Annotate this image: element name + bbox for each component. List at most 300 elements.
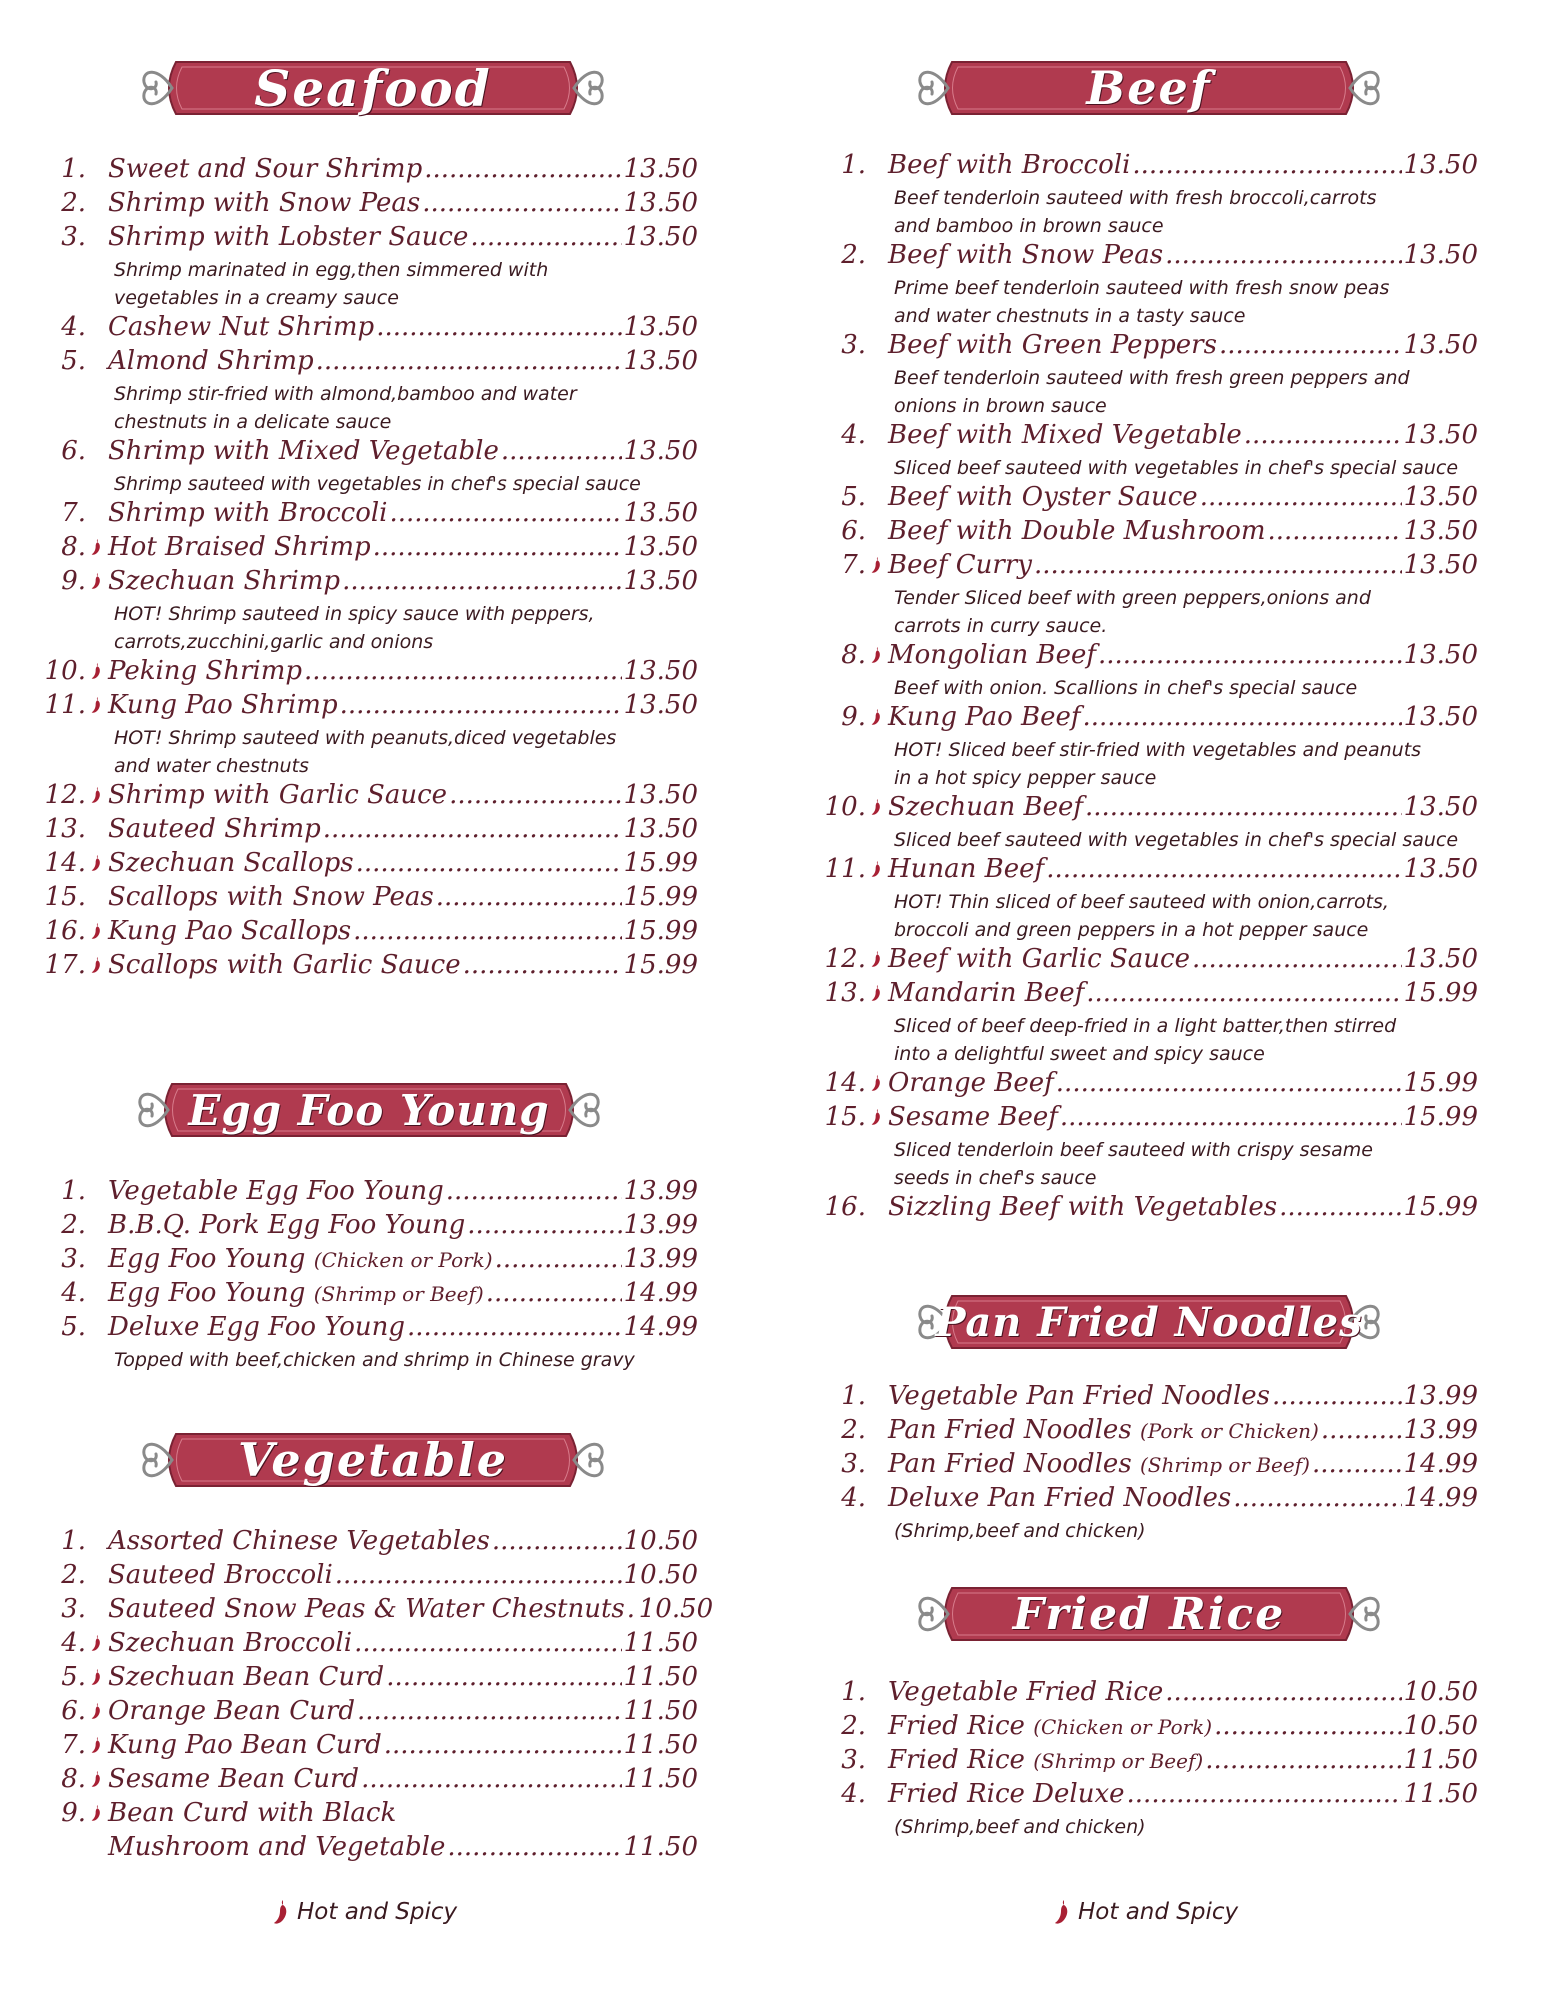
item-number: 2. [61, 1210, 86, 1240]
item-number: 4. [61, 1278, 86, 1308]
menu-item [38, 950, 698, 984]
item-line [818, 1677, 1478, 1711]
hot-pepper-icon [91, 922, 103, 940]
leader-dots [1056, 1068, 1402, 1098]
menu-item [38, 498, 698, 532]
hot-and-spicy-legend [273, 1899, 457, 1925]
item-name [888, 1415, 1319, 1445]
menu-item [38, 1696, 698, 1730]
item-line [38, 916, 698, 950]
item-line [38, 1176, 698, 1210]
item-name-text: Sesame Beef [888, 1102, 1058, 1132]
item-name-text: Almond Shrimp [108, 346, 314, 376]
item-price: 11.50 [623, 1662, 698, 1692]
item-price: 13.50 [623, 154, 698, 184]
item-name-text: Mongolian Beef [888, 640, 1096, 670]
item-line [818, 1415, 1478, 1449]
item-name-text: Vegetable Egg Foo Young [108, 1176, 444, 1206]
item-line [38, 154, 698, 188]
item-name-text: Szechuan Beef [888, 792, 1083, 822]
item-price: 13.50 [1403, 640, 1478, 670]
item-price: 15.99 [1403, 1068, 1478, 1098]
item-line [38, 1210, 698, 1244]
leader-dots [1279, 1192, 1402, 1222]
item-name-text: Beef with Mixed Vegetable [888, 420, 1242, 450]
item-number: 13. [824, 978, 866, 1008]
item-number: 1. [841, 1677, 866, 1707]
leader-dots [340, 690, 622, 720]
item-line [818, 1192, 1478, 1226]
menu-item [38, 532, 698, 566]
item-price: 13.50 [623, 814, 698, 844]
item-number: 6. [61, 1696, 86, 1726]
leader-dots [407, 1312, 622, 1342]
item-description: broccoli and green peppers in a hot pepper sauce [894, 919, 1369, 941]
menu-item [818, 516, 1478, 550]
item-line [818, 944, 1478, 978]
item-price: 13.50 [1403, 550, 1478, 580]
item-line [818, 1102, 1478, 1136]
item-price: 13.99 [1403, 1415, 1478, 1445]
hot-and-spicy-legend [1054, 1899, 1238, 1925]
item-name [108, 1594, 625, 1624]
hot-pepper-icon [91, 572, 103, 590]
beef-list [818, 150, 1478, 1226]
item-name-text: Hunan Beef [888, 854, 1045, 884]
item-description: HOT! Thin sliced of beef sauteed with onion,carrots, [894, 891, 1389, 913]
item-number: 9. [61, 566, 86, 596]
item-description: seeds in chef's sauce [894, 1167, 1097, 1189]
item-name-text: Hot Braised Shrimp [108, 532, 371, 562]
menu-item [38, 566, 698, 656]
leader-dots [627, 1594, 637, 1624]
item-name [108, 1526, 490, 1556]
hot-pepper-icon [91, 1668, 103, 1686]
hot-pepper-icon [871, 984, 883, 1002]
item-number: 2. [841, 1711, 866, 1741]
item-price: 13.50 [1403, 792, 1478, 822]
item-number: 9. [61, 1798, 86, 1828]
item-name [888, 516, 1266, 546]
item-number: 6. [61, 436, 86, 466]
item-line [38, 222, 698, 256]
item-description: carrots in curry sauce. [894, 615, 1108, 637]
item-line [818, 330, 1478, 364]
leader-dots [422, 188, 621, 218]
item-number: 14. [44, 848, 86, 878]
item-price: 13.50 [1403, 854, 1478, 884]
item-number: 8. [61, 1764, 86, 1794]
leader-dots [386, 1662, 621, 1692]
item-description: and bamboo in brown sauce [894, 215, 1164, 237]
pan-fried-noodles-list [818, 1381, 1478, 1545]
item-name-text: Deluxe Pan Fried Noodles [888, 1483, 1232, 1513]
item-name [888, 550, 1032, 580]
item-price: 11.50 [623, 1730, 698, 1760]
item-number: 9. [841, 702, 866, 732]
item-description: HOT! Shrimp sauteed with peanuts,diced vegetables [114, 727, 617, 749]
leader-dots [354, 1628, 622, 1658]
item-name-text: Egg Foo Young [108, 1244, 306, 1274]
item-name-text: Beef with Green Peppers [888, 330, 1217, 360]
item-number: 13. [44, 814, 86, 844]
menu-item [818, 150, 1478, 240]
menu-item [818, 330, 1478, 420]
item-number: 12. [824, 944, 866, 974]
item-price: 13.50 [623, 222, 698, 252]
item-line [38, 1312, 698, 1346]
item-price: 14.99 [1403, 1449, 1478, 1479]
item-name [108, 532, 371, 562]
item-name [108, 814, 321, 844]
leader-dots [361, 1764, 622, 1794]
item-price: 13.50 [623, 312, 698, 342]
menu-item [818, 702, 1478, 792]
item-price: 10.50 [623, 1526, 698, 1556]
item-price: 13.50 [1403, 702, 1478, 732]
menu-item [818, 640, 1478, 702]
item-note: (Chicken or Pork) [1033, 1715, 1213, 1739]
item-name-text: Orange Bean Curd [108, 1696, 355, 1726]
leader-dots [1046, 854, 1401, 884]
item-number: 10. [44, 656, 86, 686]
item-name [888, 150, 1130, 180]
leader-dots [1165, 1677, 1401, 1707]
leader-dots [353, 916, 621, 946]
item-name-text: Egg Foo Young [108, 1278, 306, 1308]
item-description: Topped with beef,chicken and shrimp in Chinese gravy [114, 1349, 635, 1371]
item-description: (Shrimp,beef and chicken) [894, 1816, 1146, 1838]
item-price: 14.99 [623, 1312, 698, 1342]
item-name-text: Mandarin Beef [888, 978, 1085, 1008]
item-name-text: Sauteed Broccoli [108, 1560, 333, 1590]
item-name-text: Fried Rice Deluxe [888, 1779, 1125, 1809]
item-line [38, 498, 698, 532]
item-description: Sliced beef sauteed with vegetables in chef's special sauce [894, 829, 1459, 851]
item-number: 1. [61, 154, 86, 184]
item-price: 13.50 [1403, 516, 1478, 546]
menu-item [38, 188, 698, 222]
item-name-text: Peking Shrimp [108, 656, 303, 686]
item-number: 4. [61, 312, 86, 342]
item-name [108, 1210, 465, 1240]
item-name [108, 1244, 493, 1274]
item-number: 10. [824, 792, 866, 822]
item-note: (Shrimp or Beef) [1139, 1453, 1310, 1477]
item-name-text: Beef Curry [888, 550, 1032, 580]
leader-dots [1034, 550, 1402, 580]
item-name-text: Kung Pao Shrimp [108, 690, 338, 720]
leader-dots [390, 498, 622, 528]
item-line [38, 1244, 698, 1278]
item-description: Shrimp stir-fried with almond,bamboo and water [114, 383, 577, 405]
item-name-text: B.B.Q. Pork Egg Foo Young [108, 1210, 466, 1240]
leader-dots [342, 566, 622, 596]
leader-dots [376, 312, 621, 342]
item-name [108, 1764, 359, 1794]
leader-dots [1200, 482, 1402, 512]
menu-item [38, 1176, 698, 1210]
item-price: 13.50 [623, 498, 698, 528]
item-line [818, 1449, 1478, 1483]
hot-pepper-icon [871, 556, 883, 574]
leader-dots [447, 1832, 621, 1862]
item-line [38, 814, 698, 848]
item-price: 13.50 [1403, 330, 1478, 360]
section-banner-pan-fried-noodles [914, 1290, 1384, 1354]
menu-item [818, 944, 1478, 978]
menu-item [818, 854, 1478, 944]
item-name-text: Deluxe Egg Foo Young [108, 1312, 406, 1342]
item-line [818, 550, 1478, 584]
item-name [888, 1745, 1203, 1775]
section-title: Vegetable [237, 1433, 509, 1487]
item-price: 11.50 [623, 1764, 698, 1794]
menu-item [38, 814, 698, 848]
item-name [888, 702, 1081, 732]
item-line [38, 1764, 698, 1798]
item-number: 3. [61, 222, 86, 252]
item-price: 13.50 [623, 656, 698, 686]
menu-item [818, 240, 1478, 330]
menu-item [38, 848, 698, 882]
item-line [38, 1526, 698, 1560]
section-title: Egg Foo Young [188, 1085, 550, 1135]
item-description: HOT! Shrimp sauteed in spicy sauce with peppers, [114, 603, 595, 625]
item-name [108, 566, 340, 596]
item-name-text: Beef with Double Mushroom [888, 516, 1266, 546]
item-name-text: Szechuan Scallops [108, 848, 354, 878]
item-number: 4. [841, 420, 866, 450]
item-number: 2. [841, 1415, 866, 1445]
leader-dots [384, 1730, 622, 1760]
item-price: 13.50 [623, 690, 698, 720]
item-name-text: Scallops with Garlic Sauce [108, 950, 461, 980]
item-name [108, 1662, 384, 1692]
leader-dots [501, 436, 622, 466]
leader-dots [486, 1278, 622, 1308]
item-price: 13.50 [1403, 482, 1478, 512]
menu-item [38, 1764, 698, 1798]
item-number: 16. [824, 1192, 866, 1222]
hot-pepper-icon [91, 854, 103, 872]
item-line [818, 482, 1478, 516]
item-number: 8. [841, 640, 866, 670]
leader-dots [1321, 1415, 1402, 1445]
item-description: Tender Sliced beef with green peppers,onions and [894, 587, 1371, 609]
item-line [38, 1560, 698, 1594]
item-name [108, 1628, 352, 1658]
leader-dots [495, 1244, 622, 1274]
hot-pepper-icon [871, 798, 883, 816]
item-price: 14.99 [623, 1278, 698, 1308]
leader-dots [1085, 792, 1402, 822]
item-line [818, 1745, 1478, 1779]
leader-dots [1086, 978, 1401, 1008]
item-line [38, 848, 698, 882]
item-price: 13.50 [1403, 240, 1478, 270]
item-name [108, 436, 499, 466]
egg-foo-young-list [38, 1176, 698, 1374]
item-line [38, 1696, 698, 1730]
menu-item [38, 312, 698, 346]
hot-pepper-icon [91, 786, 103, 804]
item-line [818, 854, 1478, 888]
item-name [888, 1068, 1054, 1098]
item-price: 13.99 [623, 1176, 698, 1206]
leader-dots [1127, 1779, 1402, 1809]
item-price: 15.99 [623, 916, 698, 946]
item-name [108, 1730, 382, 1760]
menu-item [818, 1415, 1478, 1449]
vegetable-list [38, 1526, 714, 1866]
item-number: 11. [44, 690, 86, 720]
hot-pepper-icon [91, 662, 103, 680]
item-number: 7. [61, 1730, 86, 1760]
item-line [818, 702, 1478, 736]
item-description: chestnuts in a delicate sauce [114, 411, 392, 433]
item-number: 8. [61, 532, 86, 562]
item-line [818, 516, 1478, 550]
menu-item [38, 1278, 698, 1312]
item-price: 14.99 [1403, 1483, 1478, 1513]
item-note: (Chicken or Pork) [313, 1248, 493, 1272]
item-line [818, 792, 1478, 826]
hot-pepper-icon [871, 1074, 883, 1092]
item-number: 15. [44, 882, 86, 912]
section-title: Seafood [254, 58, 492, 118]
item-line [38, 566, 698, 600]
item-name [888, 854, 1044, 884]
item-description: into a delightful sweet and spicy sauce [894, 1043, 1265, 1065]
menu-item [38, 346, 698, 436]
section-banner-egg-foo-young [134, 1078, 604, 1142]
hot-pepper-icon [91, 1770, 103, 1788]
item-number: 5. [61, 346, 86, 376]
item-line [818, 1068, 1478, 1102]
item-line [818, 1381, 1478, 1415]
leader-dots [1272, 1381, 1402, 1411]
item-price: 15.99 [1403, 978, 1478, 1008]
leader-dots [1132, 150, 1401, 180]
item-price: 15.99 [623, 882, 698, 912]
item-price: 10.50 [1403, 1677, 1478, 1707]
hot-pepper-icon [273, 1899, 291, 1925]
fried-rice-list [818, 1677, 1478, 1841]
item-price: 13.50 [1403, 944, 1478, 974]
item-name [888, 978, 1084, 1008]
item-number: 5. [61, 1312, 86, 1342]
item-name [108, 154, 422, 184]
leader-dots [373, 532, 622, 562]
hot-pepper-icon [871, 860, 883, 878]
menu-item [818, 792, 1478, 854]
item-name [108, 1176, 444, 1206]
item-line [38, 532, 698, 566]
leader-dots [492, 1526, 622, 1556]
item-description: carrots,zucchini,garlic and onions [114, 631, 434, 653]
item-line [38, 882, 698, 916]
item-name [888, 1677, 1163, 1707]
item-name [108, 498, 388, 528]
menu-item [38, 1662, 698, 1696]
item-name [888, 482, 1198, 512]
item-price: 13.50 [623, 566, 698, 596]
item-number: 4. [61, 1628, 86, 1658]
item-number: 12. [44, 780, 86, 810]
leader-dots [1060, 1102, 1402, 1132]
menu-item [38, 882, 698, 916]
item-name [108, 1696, 355, 1726]
item-note: (Pork or Chicken) [1139, 1419, 1319, 1443]
item-name [888, 1449, 1310, 1479]
item-line [38, 1832, 698, 1866]
item-name-text: Shrimp with Lobster Sauce [108, 222, 469, 252]
item-name-text: Sweet and Sour Shrimp [108, 154, 423, 184]
item-number: 3. [841, 1745, 866, 1775]
item-line [38, 950, 698, 984]
item-number: 7. [61, 498, 86, 528]
menu-item [818, 1779, 1478, 1841]
item-number: 16. [44, 916, 86, 946]
item-name-text: Fried Rice [888, 1745, 1025, 1775]
item-note: (Shrimp or Beef) [1033, 1749, 1204, 1773]
item-price: 13.99 [1403, 1381, 1478, 1411]
menu-item [818, 482, 1478, 516]
item-name [888, 330, 1217, 360]
item-price: 10.50 [638, 1594, 714, 1624]
item-line [38, 1798, 698, 1832]
item-name-text: Beef with Broccoli [888, 150, 1131, 180]
item-number: 4. [841, 1483, 866, 1513]
item-name [888, 1779, 1125, 1809]
item-name-text: Szechuan Broccoli [108, 1628, 353, 1658]
item-name [888, 792, 1083, 822]
menu-item [38, 154, 698, 188]
item-price: 11.50 [1403, 1745, 1478, 1775]
menu-item [818, 1745, 1478, 1779]
leader-dots [446, 1176, 622, 1206]
section-title: Beef [1086, 61, 1212, 115]
item-price: 11.50 [623, 1628, 698, 1658]
item-name-text: Beef with Garlic Sauce [888, 944, 1190, 974]
item-name [108, 346, 314, 376]
item-line [38, 1730, 698, 1764]
item-name [108, 780, 447, 810]
item-line [818, 978, 1478, 1012]
leader-dots [1312, 1449, 1402, 1479]
item-number: 2. [61, 1560, 86, 1590]
item-name [888, 420, 1242, 450]
item-name-text: Cashew Nut Shrimp [108, 312, 375, 342]
item-name [888, 1483, 1231, 1513]
item-description: and water chestnuts [114, 755, 309, 777]
hot-pepper-icon [91, 1634, 103, 1652]
item-description: and water chestnuts in a tasty sauce [894, 305, 1246, 327]
menu-item [818, 1192, 1478, 1226]
menu-item [38, 222, 698, 312]
item-number: 3. [61, 1594, 86, 1624]
item-number: 3. [61, 1244, 86, 1274]
hot-pepper-icon [1054, 1899, 1072, 1925]
hot-pepper-icon [91, 1736, 103, 1754]
item-name [108, 222, 468, 252]
item-name [108, 848, 354, 878]
item-description: Beef tenderloin sauteed with fresh green peppers and [894, 367, 1410, 389]
seafood-list [38, 154, 698, 984]
item-name-text: Beef with Oyster Sauce [888, 482, 1198, 512]
item-name [108, 312, 374, 342]
